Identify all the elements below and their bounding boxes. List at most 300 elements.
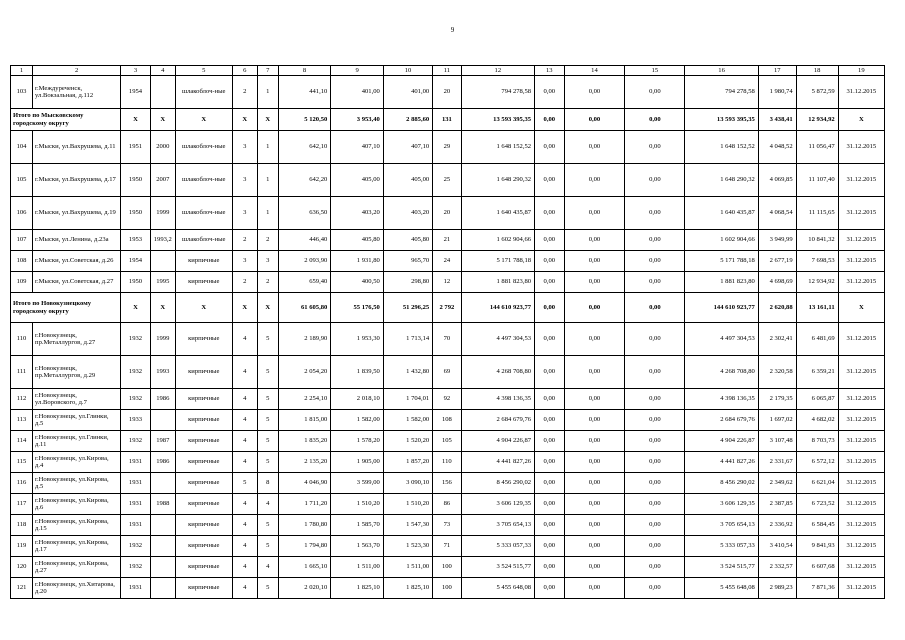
table-cell: 0,00: [625, 131, 685, 164]
table-cell: 405,00: [331, 164, 384, 197]
subtotal-cell: X: [232, 293, 257, 323]
table-cell: 1 839,50: [331, 356, 384, 389]
table-cell: 120: [11, 557, 33, 578]
table-cell: 0,00: [535, 410, 564, 431]
table-cell: 4 268 708,80: [685, 356, 759, 389]
subtotal-cell: 2 885,60: [383, 109, 432, 131]
table-cell: 2 189,90: [278, 323, 331, 356]
table-cell: 107: [11, 230, 33, 251]
table-cell: [150, 251, 175, 272]
table-cell: 29: [433, 131, 461, 164]
table-cell: 2 332,57: [758, 557, 796, 578]
table-cell: 112: [11, 389, 33, 410]
table-cell: 0,00: [564, 389, 625, 410]
table-cell: 111: [11, 356, 33, 389]
table-cell: 2 018,10: [331, 389, 384, 410]
table-cell: 118: [11, 515, 33, 536]
column-number-header: 14: [564, 66, 625, 76]
table-cell: 1 582,00: [331, 410, 384, 431]
table-cell: 1 905,00: [331, 452, 384, 473]
table-cell: 105: [11, 164, 33, 197]
table-cell: 4: [232, 578, 257, 599]
table-cell: 31.12.2015: [838, 410, 884, 431]
table-cell: 0,00: [564, 431, 625, 452]
table-cell: 71: [433, 536, 461, 557]
subtotal-cell: 3 953,40: [331, 109, 384, 131]
table-cell: 2 989,23: [758, 578, 796, 599]
table-cell: 103: [11, 76, 33, 109]
table-cell: 2 320,58: [758, 356, 796, 389]
table-cell: 6 065,87: [796, 389, 838, 410]
table-cell: 6 723,52: [796, 494, 838, 515]
table-cell: 7 871,36: [796, 578, 838, 599]
table-cell: 20: [433, 76, 461, 109]
table-cell: [150, 76, 175, 109]
column-number-header: 18: [796, 66, 838, 76]
table-cell: 1987: [150, 431, 175, 452]
table-cell: 1 648 290,32: [461, 164, 535, 197]
table-cell: 108: [433, 410, 461, 431]
subtotal-cell: 0,00: [535, 109, 564, 131]
table-cell: 2 336,92: [758, 515, 796, 536]
table-cell: 4: [257, 557, 278, 578]
subtotal-cell: 2 792: [433, 293, 461, 323]
table-cell: 0,00: [625, 197, 685, 230]
table-cell: 1 547,30: [383, 515, 432, 536]
address-cell: г.Новокузнецк, пр.Металлургов, д.29: [33, 356, 121, 389]
table-cell: 31.12.2015: [838, 356, 884, 389]
subtotal-row: [11, 293, 885, 323]
subtotal-cell: X: [257, 109, 278, 131]
table-cell: 104: [11, 131, 33, 164]
table-cell: 0,00: [625, 515, 685, 536]
table-cell: 1932: [121, 557, 150, 578]
table-cell: 1 563,70: [331, 536, 384, 557]
table-row: [11, 272, 885, 293]
table-cell: 1932: [121, 431, 150, 452]
table-cell: 1 857,20: [383, 452, 432, 473]
table-cell: 4: [232, 452, 257, 473]
table-cell: 5 455 648,08: [685, 578, 759, 599]
table-cell: 0,00: [625, 431, 685, 452]
table-cell: 1932: [121, 389, 150, 410]
column-number-header: 11: [433, 66, 461, 76]
address-cell: г.Мыски, ул.Советская, д.26: [33, 251, 121, 272]
table-cell: 24: [433, 251, 461, 272]
table-cell: 0,00: [535, 389, 564, 410]
table-cell: 1: [257, 76, 278, 109]
table-row: [11, 494, 885, 515]
table-cell: [150, 473, 175, 494]
table-cell: 106: [11, 197, 33, 230]
table-row: [11, 323, 885, 356]
housing-table: [10, 65, 885, 599]
table-cell: 2000: [150, 131, 175, 164]
table-cell: 4 904 226,87: [461, 431, 535, 452]
table-cell: 31.12.2015: [838, 452, 884, 473]
table-cell: 1 825,10: [331, 578, 384, 599]
table-cell: 2 387,85: [758, 494, 796, 515]
address-cell: г.Новокузнецк, ул.Кирова, д.6: [33, 494, 121, 515]
table-cell: кирпичные: [175, 410, 232, 431]
subtotal-cell: X: [838, 109, 884, 131]
table-cell: 31.12.2015: [838, 578, 884, 599]
table-cell: 1954: [121, 251, 150, 272]
table-row: [11, 197, 885, 230]
subtotal-label: Итого по Мысковскому городскому округу: [11, 109, 121, 131]
table-cell: 31.12.2015: [838, 515, 884, 536]
table-cell: 2: [232, 76, 257, 109]
table-cell: 401,00: [331, 76, 384, 109]
table-cell: 0,00: [625, 473, 685, 494]
table-cell: кирпичные: [175, 473, 232, 494]
table-cell: 0,00: [625, 389, 685, 410]
table-cell: 0,00: [535, 557, 564, 578]
table-cell: 1999: [150, 197, 175, 230]
column-number-header: 16: [685, 66, 759, 76]
table-cell: 0,00: [535, 578, 564, 599]
address-cell: г.Новокузнецк, ул.Глинки, д.11: [33, 431, 121, 452]
table-cell: 31.12.2015: [838, 557, 884, 578]
table-cell: 3 606 129,35: [461, 494, 535, 515]
column-number-header: 3: [121, 66, 150, 76]
table-cell: 5: [257, 578, 278, 599]
table-cell: 0,00: [625, 356, 685, 389]
address-cell: г.Новокузнецк, пр.Металлургов, д.27: [33, 323, 121, 356]
table-cell: 4: [232, 410, 257, 431]
table-cell: 1 931,80: [331, 251, 384, 272]
table-cell: 11 107,40: [796, 164, 838, 197]
table-cell: шлакоблоч-ные: [175, 230, 232, 251]
table-cell: кирпичные: [175, 389, 232, 410]
table-cell: 3 524 515,77: [461, 557, 535, 578]
table-cell: 3 107,48: [758, 431, 796, 452]
table-cell: шлакоблоч-ные: [175, 76, 232, 109]
table-row: [11, 230, 885, 251]
table-cell: 5: [257, 431, 278, 452]
table-cell: 4: [232, 557, 257, 578]
address-cell: г.Новокузнецк, ул.Кирова, д.17: [33, 536, 121, 557]
table-cell: 2 677,19: [758, 251, 796, 272]
column-number-header: 6: [232, 66, 257, 76]
table-cell: 2 331,67: [758, 452, 796, 473]
table-cell: [150, 557, 175, 578]
table-row: [11, 76, 885, 109]
address-cell: г.Мыски, ул.Вахрушева, д.11: [33, 131, 121, 164]
table-cell: 1 578,20: [331, 431, 384, 452]
table-cell: 1 953,30: [331, 323, 384, 356]
table-cell: кирпичные: [175, 452, 232, 473]
address-cell: г.Междуреченск, ул.Вокзальная, д.112: [33, 76, 121, 109]
table-cell: 2 093,90: [278, 251, 331, 272]
subtotal-cell: 51 296,25: [383, 293, 432, 323]
table-cell: 31.12.2015: [838, 251, 884, 272]
table-cell: 401,00: [383, 76, 432, 109]
subtotal-cell: 0,00: [564, 109, 625, 131]
table-cell: 6 359,21: [796, 356, 838, 389]
subtotal-cell: X: [838, 293, 884, 323]
table-row: [11, 164, 885, 197]
address-cell: г.Новокузнецк, ул.Кирова, д.15: [33, 515, 121, 536]
table-cell: 405,80: [331, 230, 384, 251]
subtotal-row: [11, 109, 885, 131]
table-cell: 0,00: [564, 230, 625, 251]
table-cell: 1951: [121, 131, 150, 164]
table-cell: 110: [433, 452, 461, 473]
column-number-header: 17: [758, 66, 796, 76]
table-cell: 4 048,52: [758, 131, 796, 164]
table-cell: 73: [433, 515, 461, 536]
table-cell: 1932: [121, 323, 150, 356]
table-cell: кирпичные: [175, 494, 232, 515]
table-cell: 0,00: [625, 452, 685, 473]
table-cell: 1 697,02: [758, 410, 796, 431]
table-cell: 0,00: [535, 230, 564, 251]
table-cell: 0,00: [564, 557, 625, 578]
table-row: [11, 410, 885, 431]
table-cell: 12 934,92: [796, 272, 838, 293]
column-number-row: [11, 66, 885, 76]
table-row: [11, 131, 885, 164]
table-cell: 31.12.2015: [838, 197, 884, 230]
table-cell: 1931: [121, 494, 150, 515]
table-cell: 1: [257, 164, 278, 197]
table-cell: 0,00: [625, 76, 685, 109]
table-cell: 5: [257, 356, 278, 389]
table-cell: 4 268 708,80: [461, 356, 535, 389]
table-cell: 1 835,20: [278, 431, 331, 452]
table-cell: 1 510,20: [331, 494, 384, 515]
table-cell: 3: [232, 131, 257, 164]
column-number-header: 12: [461, 66, 535, 76]
table-cell: 298,80: [383, 272, 432, 293]
table-cell: 1 511,00: [383, 557, 432, 578]
table-cell: кирпичные: [175, 272, 232, 293]
table-cell: 0,00: [535, 536, 564, 557]
table-cell: 3 606 129,35: [685, 494, 759, 515]
table-cell: 6 621,04: [796, 473, 838, 494]
table-cell: кирпичные: [175, 515, 232, 536]
table-cell: 0,00: [564, 76, 625, 109]
table-cell: 4: [257, 494, 278, 515]
table-cell: 21: [433, 230, 461, 251]
address-cell: г.Новокузнецк, ул.Глинки, д.5: [33, 410, 121, 431]
column-number-header: 2: [33, 66, 121, 76]
table-cell: 0,00: [564, 536, 625, 557]
table-cell: 1 794,80: [278, 536, 331, 557]
table-cell: 108: [11, 251, 33, 272]
table-cell: 0,00: [535, 473, 564, 494]
table-cell: 0,00: [535, 251, 564, 272]
table-cell: 4: [232, 515, 257, 536]
subtotal-cell: 0,00: [564, 293, 625, 323]
table-cell: 0,00: [564, 515, 625, 536]
table-cell: 3 705 654,13: [685, 515, 759, 536]
table-cell: кирпичные: [175, 251, 232, 272]
table-cell: 5 333 057,33: [461, 536, 535, 557]
table-cell: 4: [232, 431, 257, 452]
table-cell: 2007: [150, 164, 175, 197]
table-cell: 1988: [150, 494, 175, 515]
table-cell: [150, 410, 175, 431]
table-cell: 4 046,90: [278, 473, 331, 494]
subtotal-cell: 13 593 395,35: [685, 109, 759, 131]
table-cell: 1 665,10: [278, 557, 331, 578]
table-cell: 1 648 152,52: [461, 131, 535, 164]
table-cell: 1 582,00: [383, 410, 432, 431]
address-cell: г.Мыски, ул.Советская, д.27: [33, 272, 121, 293]
table-cell: 25: [433, 164, 461, 197]
table-cell: 121: [11, 578, 33, 599]
table-cell: 4: [232, 323, 257, 356]
table-cell: 31.12.2015: [838, 131, 884, 164]
table-cell: 0,00: [625, 494, 685, 515]
table-cell: 0,00: [564, 410, 625, 431]
table-cell: 0,00: [625, 230, 685, 251]
table-cell: 0,00: [564, 164, 625, 197]
table-cell: 0,00: [625, 272, 685, 293]
column-number-header: 10: [383, 66, 432, 76]
table-cell: 2: [257, 230, 278, 251]
table-cell: 5: [257, 410, 278, 431]
table-cell: 117: [11, 494, 33, 515]
table-cell: 405,80: [383, 230, 432, 251]
table-cell: 0,00: [625, 578, 685, 599]
table-cell: 8 456 290,02: [685, 473, 759, 494]
table-cell: 1 780,80: [278, 515, 331, 536]
table-cell: кирпичные: [175, 323, 232, 356]
table-cell: 3 705 654,13: [461, 515, 535, 536]
table-cell: 1 523,30: [383, 536, 432, 557]
subtotal-cell: X: [175, 109, 232, 131]
table-cell: 86: [433, 494, 461, 515]
table-cell: 4 069,85: [758, 164, 796, 197]
table-cell: 659,40: [278, 272, 331, 293]
address-cell: г.Мыски, ул.Ленина, д.23а: [33, 230, 121, 251]
table-row: [11, 251, 885, 272]
table-cell: 1932: [121, 536, 150, 557]
table-cell: 100: [433, 557, 461, 578]
table-cell: 105: [433, 431, 461, 452]
subtotal-cell: 3 438,41: [758, 109, 796, 131]
table-cell: 4 682,02: [796, 410, 838, 431]
table-cell: 6 584,45: [796, 515, 838, 536]
subtotal-label: Итого по Новокузнецкому городскому округу: [11, 293, 121, 323]
table-cell: 6 572,12: [796, 452, 838, 473]
table-cell: 0,00: [564, 356, 625, 389]
table-cell: 3 410,54: [758, 536, 796, 557]
table-cell: 407,10: [331, 131, 384, 164]
table-row: [11, 356, 885, 389]
table-cell: 0,00: [625, 323, 685, 356]
table-cell: 2: [232, 230, 257, 251]
table-row: [11, 515, 885, 536]
table-cell: 3 524 515,77: [685, 557, 759, 578]
table-cell: 4 497 304,53: [461, 323, 535, 356]
address-cell: г.Новокузнецк, ул.Воровского, д.7: [33, 389, 121, 410]
subtotal-cell: X: [232, 109, 257, 131]
table-cell: 1995: [150, 272, 175, 293]
table-cell: 1954: [121, 76, 150, 109]
table-cell: 403,20: [331, 197, 384, 230]
table-row: [11, 536, 885, 557]
table-cell: 0,00: [625, 164, 685, 197]
table-cell: кирпичные: [175, 536, 232, 557]
table-cell: 31.12.2015: [838, 230, 884, 251]
subtotal-cell: 144 610 923,77: [461, 293, 535, 323]
table-cell: 1931: [121, 515, 150, 536]
column-number-header: 5: [175, 66, 232, 76]
table-cell: 4: [232, 356, 257, 389]
table-cell: 114: [11, 431, 33, 452]
table-cell: 31.12.2015: [838, 323, 884, 356]
subtotal-cell: 2 620,88: [758, 293, 796, 323]
subtotal-cell: 0,00: [625, 293, 685, 323]
table-cell: 400,50: [331, 272, 384, 293]
address-cell: г.Мыски, ул.Вахрушева, д.19: [33, 197, 121, 230]
table-cell: 0,00: [564, 197, 625, 230]
address-cell: г.Новокузнецк, ул.Кирова, д.27: [33, 557, 121, 578]
table-cell: 8 456 290,02: [461, 473, 535, 494]
table-cell: 0,00: [564, 473, 625, 494]
table-cell: 0,00: [625, 251, 685, 272]
column-number-header: 19: [838, 66, 884, 76]
table-cell: 3: [232, 251, 257, 272]
table-cell: 31.12.2015: [838, 389, 884, 410]
table-cell: 0,00: [564, 452, 625, 473]
table-cell: 4 068,54: [758, 197, 796, 230]
table-cell: [150, 536, 175, 557]
table-cell: 3 599,00: [331, 473, 384, 494]
table-cell: 2 302,41: [758, 323, 796, 356]
column-number-header: 7: [257, 66, 278, 76]
table-cell: 4 497 304,53: [685, 323, 759, 356]
table-cell: 3: [257, 251, 278, 272]
table-cell: кирпичные: [175, 431, 232, 452]
table-cell: 5: [257, 323, 278, 356]
table-cell: 2: [257, 272, 278, 293]
table-cell: 20: [433, 197, 461, 230]
table-cell: 10 841,32: [796, 230, 838, 251]
table-cell: 1931: [121, 578, 150, 599]
table-cell: 3: [232, 197, 257, 230]
table-row: [11, 557, 885, 578]
table-cell: 69: [433, 356, 461, 389]
table-cell: 7 698,53: [796, 251, 838, 272]
table-cell: 9 841,93: [796, 536, 838, 557]
table-cell: 1 510,20: [383, 494, 432, 515]
table-cell: 1933: [121, 410, 150, 431]
table-cell: 6 607,68: [796, 557, 838, 578]
address-cell: г.Новокузнецк, ул.Кирова, д.5: [33, 473, 121, 494]
table-cell: 794 278,58: [685, 76, 759, 109]
table-cell: 4: [232, 389, 257, 410]
subtotal-cell: 55 176,50: [331, 293, 384, 323]
table-cell: 1986: [150, 389, 175, 410]
subtotal-cell: 13 161,11: [796, 293, 838, 323]
subtotal-cell: 13 593 395,35: [461, 109, 535, 131]
table-cell: 5: [257, 389, 278, 410]
table-cell: 3 949,99: [758, 230, 796, 251]
table-cell: 1 640 435,87: [685, 197, 759, 230]
table-cell: 0,00: [564, 251, 625, 272]
column-number-header: 9: [331, 66, 384, 76]
table-cell: 8 703,73: [796, 431, 838, 452]
table-cell: 0,00: [535, 431, 564, 452]
table-cell: 4 904 226,87: [685, 431, 759, 452]
subtotal-cell: X: [150, 109, 175, 131]
table-cell: 405,00: [383, 164, 432, 197]
